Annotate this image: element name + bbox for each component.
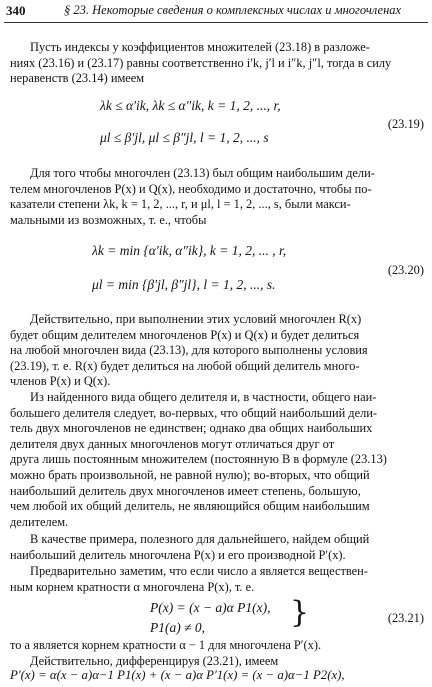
text-line: Действительно, при выполнении этих условий многочлен R(x) <box>30 312 362 326</box>
text-line: телем многочленов P(x) и Q(x), необходимо и достаточно, чтобы по- <box>10 181 372 196</box>
page-number: 340 <box>6 3 26 18</box>
text-line: Пусть индексы у коэффициентов множителей (23.18) в разложе- <box>30 40 370 54</box>
equation-brace: } <box>290 595 310 630</box>
text-line: делителем. <box>10 514 69 529</box>
running-title: § 23. Некоторые сведения о комплексных числах и многочленах <box>64 3 402 17</box>
text-line: казатели степени λk, k = 1, 2, ..., r, и μl, l = 1, 2, ..., s, были макси- <box>10 197 351 212</box>
equation-number-23-20: (23.20) <box>387 263 424 277</box>
text-line: будет общим делителем многочленов P(x) и Q(x) и будет делиться <box>10 327 360 342</box>
equation-23-21-line-1: P(x) = (x − a)α P1(x), <box>150 600 271 615</box>
text-line: делителя двух данных многочленов могут отличаться друг от <box>10 436 335 451</box>
text-line: Из найденного вида общего делителя и, в частности, общего наи- <box>30 390 377 404</box>
equation-derivative: P′(x) = α(x − a)α−1 P1(x) + (x − a)α P′1(x) = (x − a)α−1 P2(x), <box>10 668 345 682</box>
text-line: друга лишь постоянным множителем (постоянную B в формуле (23.13) <box>10 452 387 467</box>
paragraph-3 <box>10 312 430 390</box>
page-header <box>6 3 426 21</box>
paragraph-2 <box>10 166 430 228</box>
text-line: Для того чтобы многочлен (23.13) был общим наибольшим дели- <box>30 166 375 180</box>
text-line: наибольший делитель многочлена P(x) и его производной P′(x). <box>10 547 346 562</box>
text-line: В качестве примера, полезного для дальнейшего, найдем общий <box>30 532 370 546</box>
text-line: (23.19), т. е. R(x) будет делиться на любой общий делитель много- <box>10 358 360 373</box>
text-line: тель двух многочленов не единствен; однако два общих наибольших <box>10 421 373 436</box>
text-line: Предварительно заметим, что если число a является веществен- <box>30 564 368 578</box>
equation-23-20-line-2: μl = min {β′jl, β″jl}, l = 1, 2, ..., s. <box>92 277 276 292</box>
equation-23-21-line-2: P1(a) ≠ 0, <box>150 620 206 635</box>
text-line: можно брать произвольной, не равной нулю); во-вторых, что общий <box>10 467 370 482</box>
text-line: то a является корнем кратности α − 1 для многочлена P′(x). <box>10 638 322 652</box>
equation-number-23-19: (23.19) <box>387 117 424 131</box>
equation-23-20-line-1: λk = min {α′ik, α″ik}, k = 1, 2, ... , r, <box>92 243 287 258</box>
text-line: наибольший делитель двух многочленов имеет степень, большую, <box>10 483 361 498</box>
paragraph-6 <box>10 564 430 595</box>
header-rule <box>4 22 428 23</box>
paragraph-7 <box>10 638 430 669</box>
text-line: мальными из возможных, т. е., чтобы <box>10 212 207 227</box>
equation-23-19-line-2: μl ≤ β′jl, μl ≤ β″jl, l = 1, 2, ..., s <box>100 130 269 145</box>
text-line: ным корнем кратности α многочлена P(x), т. е. <box>10 579 255 594</box>
text-line: неравенств (23.14) имеем <box>10 71 145 86</box>
text-line: членов P(x) и Q(x). <box>10 374 111 389</box>
text-line: на любой многочлен вида (23.13), для которого выполнены условия <box>10 343 368 358</box>
text-line: чем любой их общий делитель, не являющийся общим наибольшим <box>10 499 370 514</box>
equation-number-23-21: (23.21) <box>387 611 424 625</box>
text-line: большего делителя следует, во-первых, что общий наибольший дели- <box>10 405 378 420</box>
paragraph-4 <box>10 390 430 530</box>
text-line: Действительно, дифференцируя (23.21), имеем <box>30 653 279 668</box>
paragraph-5 <box>10 532 430 563</box>
text-line: ниях (23.16) и (23.17) равны соответственно i′k, j′l и i″k, j″l, тогда в силу <box>10 55 392 70</box>
equation-23-19-line-1: λk ≤ α′ik, λk ≤ α″ik, k = 1, 2, ..., r, <box>100 98 281 113</box>
paragraph-1 <box>10 40 430 87</box>
